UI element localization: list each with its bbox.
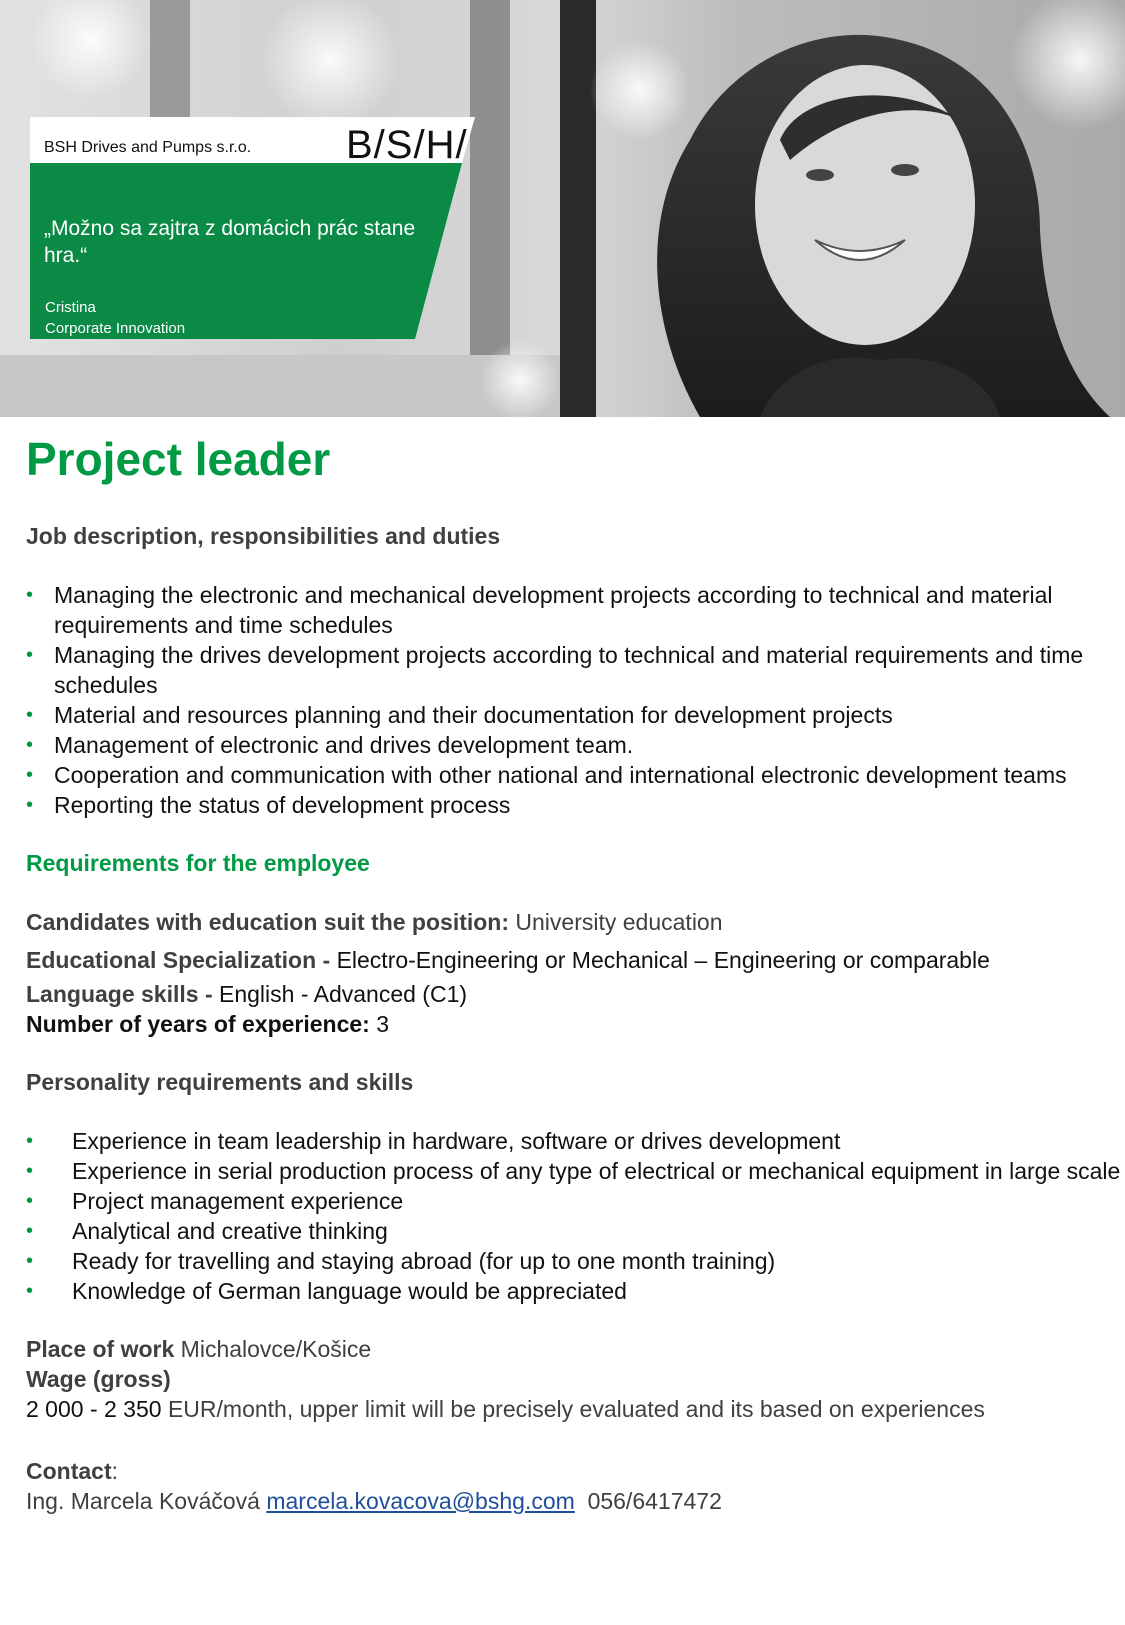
wage-amount: 2 000 - 2 350 (26, 1396, 162, 1422)
bullet-icon: • (26, 1190, 34, 1212)
personality-list (26, 1126, 1121, 1306)
bullet-icon: • (26, 764, 34, 786)
list-item: • Knowledge of German language would be appreciated (26, 1278, 627, 1304)
employee-quote: „Možno sa zajtra z domácich prác stane hra.“ (44, 217, 416, 267)
wage-note: EUR/month, upper limit will be precisely evaluated and its based on experiences (167, 1396, 985, 1422)
personality-heading: Personality requirements and skills (26, 1069, 414, 1095)
contact-label: Contact (26, 1458, 112, 1484)
list-item: • Experience in team leadership in hardware, software or drives development (26, 1128, 841, 1154)
experience-row (26, 1009, 1121, 1039)
language-row (26, 979, 1121, 1009)
bullet-icon: • (26, 644, 34, 666)
list-item: • Managing the electronic and mechanical development projects according to technical and material requirements and time schedules (26, 582, 1053, 638)
quote-author-role: Corporate Innovation (45, 320, 186, 337)
place-of-work-label: Place of work (26, 1336, 175, 1362)
bsh-logo: B/S/H/ (346, 123, 468, 167)
education-row (26, 907, 1121, 937)
quote-author (45, 297, 185, 339)
education-label: Candidates with education suit the position: (26, 909, 510, 935)
bullet-icon: • (26, 1280, 34, 1302)
job-posting (26, 417, 1121, 1516)
quote-author-name: Cristina (45, 299, 96, 316)
place-of-work-row (26, 1334, 1121, 1364)
contact-email-link[interactable]: marcela.kovacova@bshg.com (266, 1488, 575, 1514)
bullet-icon: • (26, 1160, 34, 1182)
experience-label: Number of years of experience: (26, 1011, 370, 1037)
bullet-icon: • (26, 1250, 34, 1272)
specialization-row (26, 945, 1121, 975)
job-title: Project leader (26, 433, 331, 485)
company-name: BSH Drives and Pumps s.r.o. (44, 139, 252, 156)
place-of-work-value: Michalovce/Košice (180, 1336, 372, 1362)
duties-list (26, 580, 1121, 820)
list-item: • Cooperation and communication with other national and international electronic development teams (26, 762, 1067, 788)
language-value: English - Advanced (C1) (219, 981, 468, 1007)
list-item: • Managing the drives development projects according to technical and material requirements and time schedules (26, 642, 1084, 698)
contact-phone: 056/6417472 (587, 1488, 722, 1514)
list-item: • Material and resources planning and their documentation for development projects (26, 702, 893, 728)
contact-row (26, 1486, 1121, 1516)
list-item: • Project management experience (26, 1188, 404, 1214)
duties-heading: Job description, responsibilities and duties (26, 523, 501, 549)
education-value: University education (515, 909, 723, 935)
list-item: • Management of electronic and drives development team. (26, 732, 634, 758)
requirements-heading: Requirements for the employee (26, 850, 370, 876)
specialization-label: Educational Specialization - (26, 947, 331, 973)
wage-row (26, 1394, 1121, 1424)
list-item: • Analytical and creative thinking (26, 1218, 388, 1244)
bullet-icon: • (26, 1130, 34, 1152)
language-label: Language skills - (26, 981, 213, 1007)
hero-banner (0, 0, 1125, 417)
wage-label: Wage (gross) (26, 1366, 171, 1392)
contact-heading: Contact: (26, 1458, 119, 1484)
experience-value: 3 (376, 1011, 390, 1037)
bullet-icon: • (26, 704, 34, 726)
list-item: • Experience in serial production process of any type of electrical or mechanical equipment in large scale (26, 1158, 1121, 1184)
list-item: • Ready for travelling and staying abroad (for up to one month training) (26, 1248, 776, 1274)
list-item: • Reporting the status of development process (26, 792, 511, 818)
company-quote-card (30, 117, 490, 353)
bullet-icon: • (26, 794, 34, 816)
bullet-icon: • (26, 734, 34, 756)
bullet-icon: • (26, 1220, 34, 1242)
contact-name: Ing. Marcela Kováčová (26, 1488, 260, 1514)
specialization-value: Electro-Engineering or Mechanical – Engineering or comparable (336, 947, 990, 973)
bullet-icon: • (26, 584, 34, 606)
